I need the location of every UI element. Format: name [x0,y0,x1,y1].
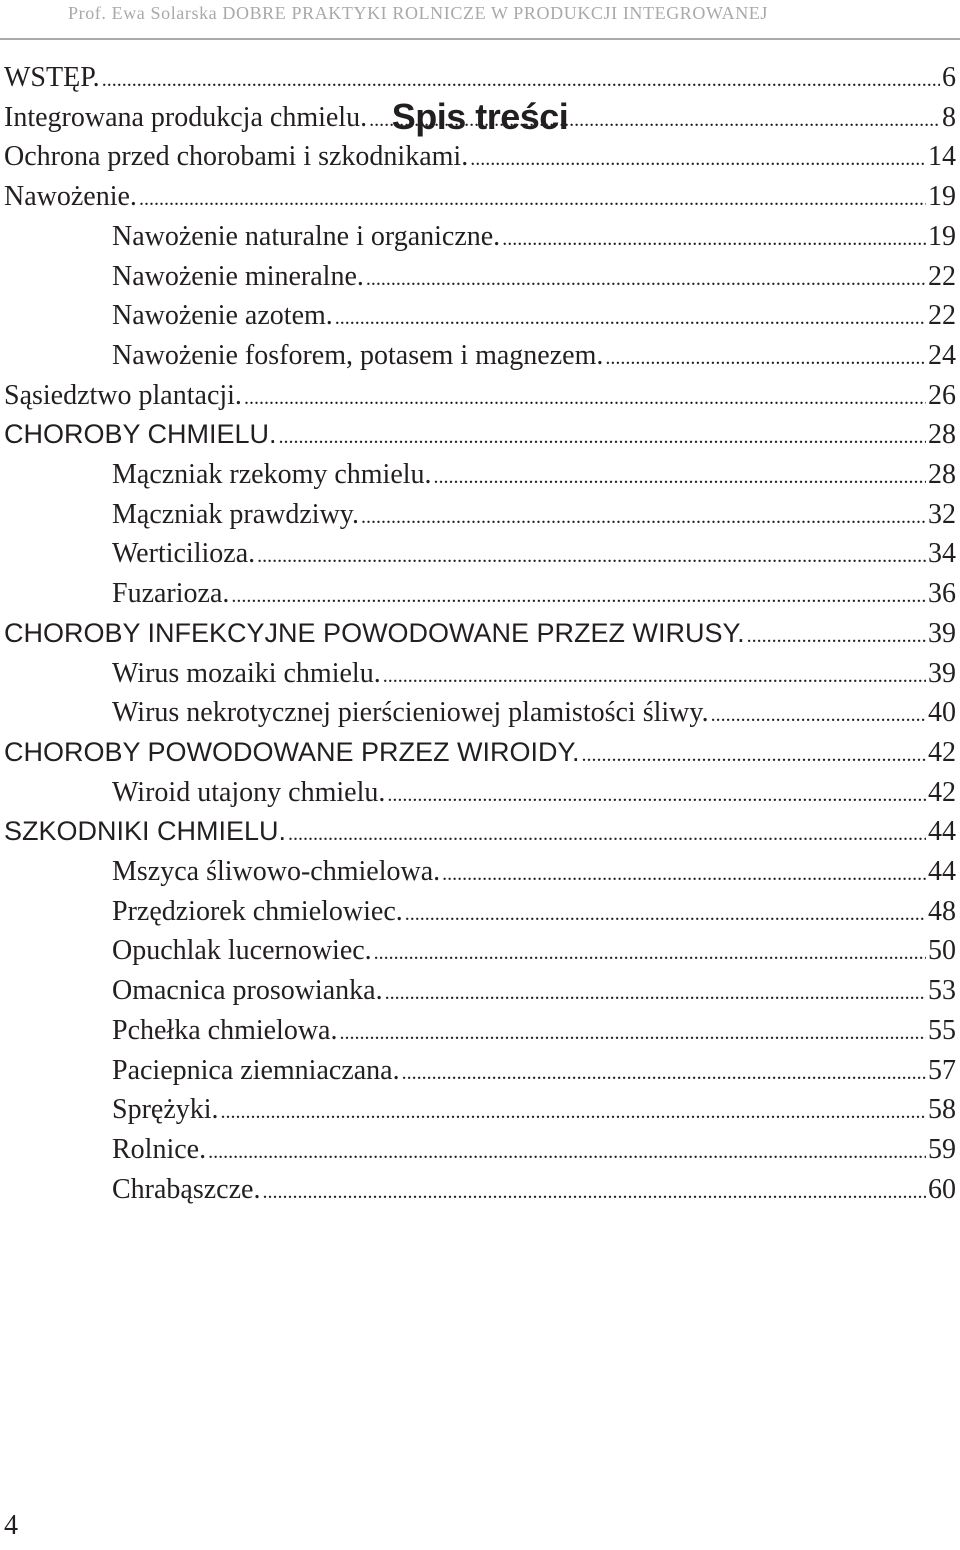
toc-entry-page: 44 [928,856,956,887]
toc-entry-page: 50 [928,935,956,967]
toc-entry-page: 48 [928,895,956,927]
toc-entry-page: 34 [928,538,956,570]
toc-entry-page: 58 [928,1094,956,1126]
toc-dot-leader [385,977,926,1005]
toc-entry[interactable] [112,935,956,971]
toc-entry-label: Wiroid utajony chmielu. [112,776,386,808]
toc-dot-leader [262,1176,926,1204]
toc-entry-page: 42 [928,736,956,768]
toc-entry[interactable] [112,578,956,614]
toc-entry-label: CHOROBY INFEKCYJNE POWODOWANE PRZEZ WIRUSY. [4,617,745,648]
toc-entry-page: 59 [928,1133,956,1165]
toc-entry-label: Mszyca śliwowo-chmielowa. [112,856,441,887]
toc-entry-label: Chrabąszcze. [112,1173,261,1205]
toc-dot-leader [288,818,926,845]
toc-entry[interactable] [112,261,956,297]
toc-entry-page: 55 [928,1014,956,1046]
toc-entry-label: Przędziorek chmielowiec. [112,895,403,927]
toc-dot-leader [221,1096,926,1124]
toc-entry[interactable] [112,1015,956,1051]
toc-dot-leader [339,1017,926,1045]
toc-entry-page: 40 [928,697,956,729]
toc-entry-label: SZKODNIKI CHMIELU. [4,816,287,847]
toc-dot-leader [383,660,926,688]
toc-entry[interactable] [112,1174,956,1210]
toc-entry-page: 42 [928,776,956,808]
toc-entry[interactable] [4,102,956,138]
toc-entry-label: Nawożenie fosforem, potasem i magnezem. [112,339,604,371]
toc-dot-leader [442,858,926,886]
toc-dot-leader [470,143,926,171]
toc-dot-leader [582,739,926,766]
toc-entry[interactable] [112,975,956,1011]
toc-entry-page: 22 [928,300,956,332]
toc-entry-label: Wirus mozaiki chmielu. [112,657,381,689]
running-header [0,0,960,40]
toc-entry[interactable] [112,1055,956,1091]
toc-entry[interactable] [112,697,956,733]
toc-entry-page: 60 [928,1173,956,1205]
toc-dot-leader [366,263,926,291]
toc-entry-label: Mączniak rzekomy chmielu. [112,459,432,490]
toc-dot-leader [257,540,926,568]
toc-entry-label: Opuchlak lucernowiec. [112,935,372,967]
toc-entry-label: Nawożenie. [4,181,137,213]
toc-entry[interactable] [112,777,956,813]
toc-entry-label: WSTĘP. [4,62,100,93]
toc-dot-leader [374,937,926,965]
toc-entry-page: 19 [928,181,956,213]
toc-entry-label: Nawożenie mineralne. [112,260,364,292]
toc-entry-page: 32 [928,498,956,530]
toc-entry[interactable] [4,737,956,773]
toc-dot-leader [747,620,926,647]
toc-entry-label: Wirus nekrotycznej pierścieniowej plamistości śliwy. [112,697,709,729]
toc-entry[interactable] [4,62,956,98]
toc-entry-label: Pchełka chmielowa. [112,1014,338,1046]
toc-dot-leader [387,779,926,807]
toc-dot-leader [502,223,926,251]
toc-entry[interactable] [112,499,956,535]
toc-dot-leader [369,104,940,132]
toc-dot-leader [244,382,926,410]
toc-entry-page: 44 [928,816,956,848]
toc-dot-leader [102,64,940,92]
toc-entry-label: Omacnica prosowianka. [112,975,383,1007]
toc-entry-label: Mączniak prawdziwy. [112,498,359,530]
toc-entry-page: 26 [928,379,956,411]
toc-entry-page: 39 [928,657,956,689]
toc-entry-label: Fuzarioza. [112,578,230,610]
page-number: 4 [4,1510,18,1541]
toc-entry[interactable] [4,419,956,455]
toc-entry-label: Nawożenie azotem. [112,300,333,332]
toc-entry-page: 14 [928,141,956,173]
toc-entry[interactable] [4,816,956,852]
toc-entry[interactable] [112,1094,956,1130]
toc-entry[interactable] [4,618,956,654]
toc-dot-leader [361,501,926,529]
toc-entry-label: Rolnice. [112,1133,207,1165]
toc-entry[interactable] [4,380,956,416]
toc-entry[interactable] [112,896,956,932]
toc-entry-page: 24 [928,339,956,371]
toc-dot-leader [231,580,926,608]
toc-entry[interactable] [112,1134,956,1170]
toc-entry-label: CHOROBY POWODOWANE PRZEZ WIROIDY. [4,736,580,767]
toc-entry-page: 53 [928,975,956,1007]
toc-entry[interactable] [112,221,956,257]
toc-entry-page: 8 [942,101,956,133]
toc-entry-label: Nawożenie naturalne i organiczne. [112,220,501,252]
toc-entry-label: Paciepnica ziemniaczana. [112,1054,400,1086]
toc-entry-label: Sprężyki. [112,1094,219,1126]
toc-entry-label: Ochrona przed chorobami i szkodnikami. [4,141,469,173]
page-title: Spis treści [391,96,569,137]
toc-entry-page: 28 [928,419,956,451]
toc-dot-leader [711,699,926,727]
toc-dot-leader [405,898,926,926]
toc-entry[interactable] [4,141,956,177]
toc-entry[interactable] [112,658,956,694]
toc-entry[interactable] [112,538,956,574]
toc-entry-page: 28 [928,459,956,490]
toc-entry[interactable] [112,459,956,495]
toc-entry-page: 39 [928,617,956,649]
toc-dot-leader [434,461,926,489]
toc-entry-page: 57 [928,1054,956,1086]
toc-entry-page: 19 [928,220,956,252]
toc-dot-leader [402,1057,926,1085]
toc-entry-page: 22 [928,260,956,292]
toc-entry-label: Integrowana produkcja chmielu. [4,101,368,133]
toc-entry-label: Sąsiedztwo plantacji. [4,379,242,411]
toc-dot-leader [208,1136,926,1164]
toc-entry[interactable] [112,300,956,336]
toc-entry-page: 6 [942,62,956,93]
toc-entry-label: CHOROBY CHMIELU. [4,419,277,450]
toc-entry[interactable] [112,340,956,376]
toc-dot-leader [605,342,926,370]
toc-entry-page: 36 [928,578,956,610]
running-head-text: Prof. Ewa Solarska DOBRE PRAKTYKI ROLNICZE W PRODUKCJI INTEGROWANEJ [68,3,769,23]
toc-entry[interactable] [112,856,956,892]
toc-entry-label: Werticilioza. [112,538,256,570]
toc-entry[interactable] [4,181,956,217]
toc-dot-leader [139,183,926,211]
toc-dot-leader [279,421,926,448]
toc-dot-leader [335,302,926,330]
